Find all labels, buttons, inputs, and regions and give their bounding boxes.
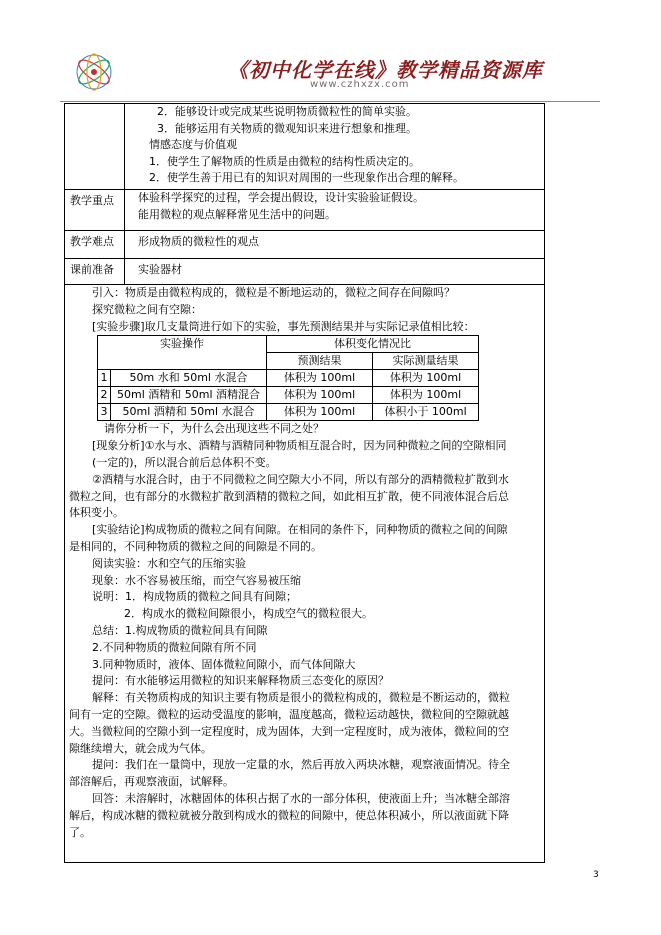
- row-operation: 50ml 酒精和 50ml 水混合: [111, 404, 267, 421]
- row-operation: 50m 水和 50ml 水混合: [111, 370, 267, 387]
- difficulty-label: 教学难点: [65, 231, 125, 259]
- preparation-text: 实验器材: [138, 263, 182, 276]
- row-operation: 50ml 酒精和 50ml 酒精混合: [111, 387, 267, 404]
- difficulty-row: [65, 231, 545, 259]
- objective-line: 2．能够设计或完成某些说明物质微粒性的简单实验。: [157, 105, 417, 118]
- body-line: 是相同的，不同种物质的微粒之间的间隙是不同的。: [69, 539, 322, 553]
- header-divider: [60, 101, 600, 102]
- key-points-label: 教学重点: [65, 190, 125, 231]
- row-predicted: 体积为 100ml: [267, 387, 373, 404]
- difficulty-content: [125, 231, 545, 259]
- body-line: [实验结论]构成物质的微粒之间有间隙。在相同的条件下，同种物质的微粒之间的间隙: [92, 523, 508, 537]
- body-line: 请你分析一下，为什么会出现这些不同之处？: [104, 422, 324, 436]
- body-line: [现象分析]①水与水、酒精与酒精同种物质相互混合时，因为同种微粒之间的空隙相同: [92, 439, 507, 453]
- body-line: (一定的)，所以混合前后总体积不变。: [92, 455, 277, 469]
- objectives-row: [65, 104, 545, 190]
- objective-line: 2．使学生善于用已有的知识对周围的一些现象作出合理的解释。: [149, 171, 464, 185]
- body-line: 提问：我们在一量筒中，现放一定量的水，然后再放入两块冰糖，观察液面情况。待全: [92, 758, 510, 772]
- table-row: [98, 370, 479, 387]
- header-actual: 实际测量结果: [373, 353, 479, 370]
- body-line: 大。当微粒间的空隙小到一定程度时，成为固体，大到一定程度时，成为液体，微粒间的空: [69, 724, 509, 738]
- row-number: 1: [98, 370, 111, 387]
- objective-line: 情感态度与价值观: [149, 138, 237, 152]
- body-line: 体积变小。: [69, 506, 124, 520]
- preparation-label: 课前准备: [65, 259, 125, 285]
- row-number: 2: [98, 387, 111, 404]
- header-predicted: 预测结果: [267, 353, 373, 370]
- key-point-line: 能用微粒的观点解释常见生活中的问题。: [138, 207, 336, 221]
- page-number: 3: [593, 870, 599, 880]
- body-line: 阅读实验：水和空气的压缩实验: [92, 556, 246, 570]
- body-line: 回答：未溶解时，冰糖固体的体积占据了水的一部分体积，使液面上升；当冰糖全部溶: [92, 791, 510, 805]
- row-actual: 体积为 100ml: [373, 387, 479, 404]
- header-operation: 实验操作: [98, 336, 267, 370]
- row-actual: 体积为 100ml: [373, 370, 479, 387]
- body-line: 解释：有关物质构成的知识主要有物质是很小的微粒构成的，微粒是不断运动的，微粒: [92, 691, 510, 705]
- molecule-logo-icon: [72, 50, 116, 94]
- body-line: 2．构成水的微粒间隙很小，构成空气的微粒很大。: [124, 607, 373, 621]
- teaching-process-content: [65, 285, 545, 863]
- objective-line: 3．能够运用有关物质的微观知识来进行想象和推理。: [157, 121, 417, 135]
- banner-url: www.czhxzx.com: [310, 79, 410, 90]
- experiment-table: [97, 335, 479, 421]
- table-row: [98, 404, 479, 421]
- body-line: 间有一定的空隙。微粒的运动受温度的影响，温度越高，微粒运动越快，微粒间的空隙就越: [69, 707, 509, 721]
- key-points-row: [65, 190, 545, 231]
- body-line: [实验步骤]取几支量筒进行如下的实验，事先预测结果并与实际记录值相比较：: [92, 319, 475, 333]
- lesson-plan-table: [64, 103, 545, 863]
- row-predicted: 体积为 100ml: [267, 370, 373, 387]
- preparation-row: [65, 259, 545, 285]
- key-points-content: [125, 190, 545, 231]
- body-line: 了。: [69, 825, 91, 839]
- body-line: 说明：1．构成物质的微粒之间具有间隙；: [92, 590, 297, 604]
- body-line: 微粒之间，也有部分的水微粒扩散到酒精的微粒之间，如此相互扩散，使不同液体混合后总: [69, 489, 509, 503]
- row-number: 3: [98, 404, 111, 421]
- body-line: 3.同种物质时，液体、固体微粒间隙小，而气体间隙大: [92, 657, 356, 671]
- preparation-content: [125, 259, 545, 285]
- body-line: 隙继续增大，就会成为气体。: [69, 741, 212, 755]
- body-line: 提问：有水能够运用微粒的知识来解释物质三态变化的原因？: [92, 674, 389, 688]
- banner-title: 《初中化学在线》教学精品资源库: [228, 58, 543, 82]
- row-predicted: 体积为 100ml: [267, 404, 373, 421]
- body-line: 2.不同种物质的微粒间隙有所不同: [92, 640, 257, 654]
- body-line: 部溶解后，再观察液面，试解释。: [69, 775, 234, 789]
- header-volume: 体积变化情况比: [267, 336, 479, 353]
- objectives-content: [125, 104, 545, 190]
- difficulty-text: 形成物质的微粒性的观点: [138, 235, 259, 248]
- table-row: [98, 387, 479, 404]
- teaching-process-row: [65, 285, 545, 863]
- body-line: 总结：1.构成物质的微粒间具有间隙: [92, 623, 268, 637]
- objectives-label-cell: [65, 104, 125, 190]
- body-line: 探究微粒之间有空隙：: [92, 302, 202, 316]
- body-line: ②酒精与水混合时，由于不同微粒之间空隙大小不同，所以有部分的酒精微粒扩散到水: [92, 472, 509, 486]
- body-line: 解后，构成冰糖的微粒就被分散到构成水的微粒的间隙中，使总体积减小，所以液面就下降: [69, 808, 509, 822]
- body-line: 现象：水不容易被压缩，而空气容易被压缩: [92, 573, 301, 587]
- key-point-line: 体验科学探究的过程，学会提出假设，设计实验验证假设。: [138, 191, 424, 204]
- body-line: 引入：物质是由微粒构成的，微粒是不断地运动的，微粒之间存在间隙吗？: [92, 286, 455, 299]
- row-actual: 体积小于 100ml: [373, 404, 479, 421]
- banner-header: [60, 48, 600, 100]
- objective-line: 1．使学生了解物质的性质是由微粒的结构性质决定的。: [149, 154, 420, 168]
